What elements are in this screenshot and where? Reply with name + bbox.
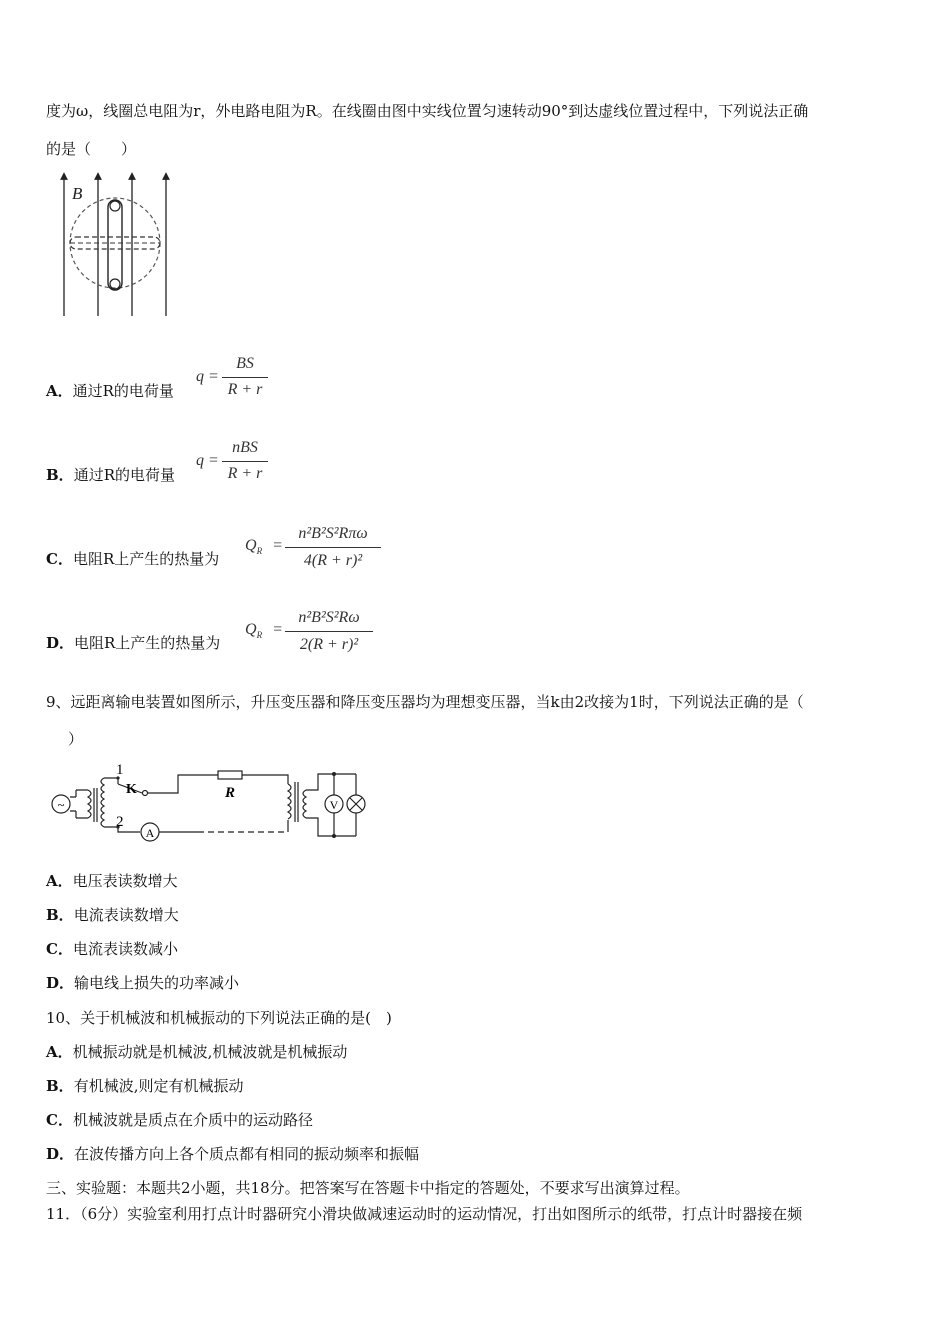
q8-coil-figure <box>50 168 180 320</box>
resistor-label: R <box>225 785 236 801</box>
q10-option-b[interactable]: B．有机械波,则定有机械振动 <box>46 1077 244 1095</box>
stepdown-secondary-coil <box>303 790 306 818</box>
q8-option-a[interactable]: A．通过R的电荷量 <box>46 382 174 400</box>
q10-option-c[interactable]: C．机械波就是质点在介质中的运动路径 <box>46 1111 313 1129</box>
q10-stem: 10、关于机械波和机械振动的下列说法正确的是( ) <box>46 1009 392 1027</box>
q8-stem-line1: 度为ω，线圈总电阻为r，外电路电阻为R。在线圈由图中实线位置匀速转动90°到达虚线位置过程中，下列说法正确 <box>46 102 809 120</box>
field-label-b: B <box>72 184 83 203</box>
stepup-secondary-coil <box>101 778 104 827</box>
q8-c-lhs: $Q_R$ = <box>245 537 283 557</box>
q9-stem-line2: ） <box>68 730 84 748</box>
q8-a-lhs: q = <box>196 368 219 385</box>
source-label: ~ <box>57 797 65 812</box>
q9-stem-line1: 9、远距离输电装置如图所示，升压变压器和降压变压器均为理想变压器，当k由2改接为1时，下列说法正确的是（ <box>46 693 804 711</box>
q8-b-lhs: q = <box>196 452 219 469</box>
q9-option-c[interactable]: C．电流表读数减小 <box>46 940 178 958</box>
q8-d-lhs: $Q_R$ = <box>245 621 283 641</box>
stepdown-primary-coil <box>288 784 291 819</box>
line-resistor <box>218 771 242 779</box>
q8-stem-line2: 的是（ ） <box>46 140 137 158</box>
q8-option-b[interactable]: B．通过R的电荷量 <box>46 466 175 484</box>
tap2-label: 2 <box>116 814 124 830</box>
q10-option-a[interactable]: A．机械振动就是机械波,机械波就是机械振动 <box>46 1043 348 1061</box>
tap1-label: 1 <box>116 762 124 778</box>
q8-option-c[interactable]: C．电阻R上产生的热量为 <box>46 550 220 568</box>
q10-option-d[interactable]: D．在波传播方向上各个质点都有相同的振动频率和振幅 <box>46 1145 420 1163</box>
stepup-primary-coil <box>88 790 91 818</box>
section3-heading: 三、实验题：本题共2小题，共18分。把答案写在答题卡中指定的答题处，不要求写出演算过程。 <box>46 1179 690 1197</box>
q9-option-d[interactable]: D．输电线上损失的功率减小 <box>46 974 240 992</box>
q8-option-d[interactable]: D．电阻R上产生的热量为 <box>46 634 221 652</box>
switch-label: K <box>126 782 137 797</box>
q9-option-a[interactable]: A．电压表读数增大 <box>46 872 178 890</box>
coil-solid <box>108 200 122 290</box>
voltmeter-label: V <box>329 798 339 812</box>
q11-stem: 11．（6分）实验室利用打点计时器研究小滑块做减速运动时的运动情况，打出如图所示的纸带，打点计时器接在频 <box>46 1205 803 1223</box>
q9-circuit-figure <box>48 760 378 842</box>
ammeter-label: A <box>145 826 155 840</box>
q9-option-b[interactable]: B．电流表读数增大 <box>46 906 179 924</box>
